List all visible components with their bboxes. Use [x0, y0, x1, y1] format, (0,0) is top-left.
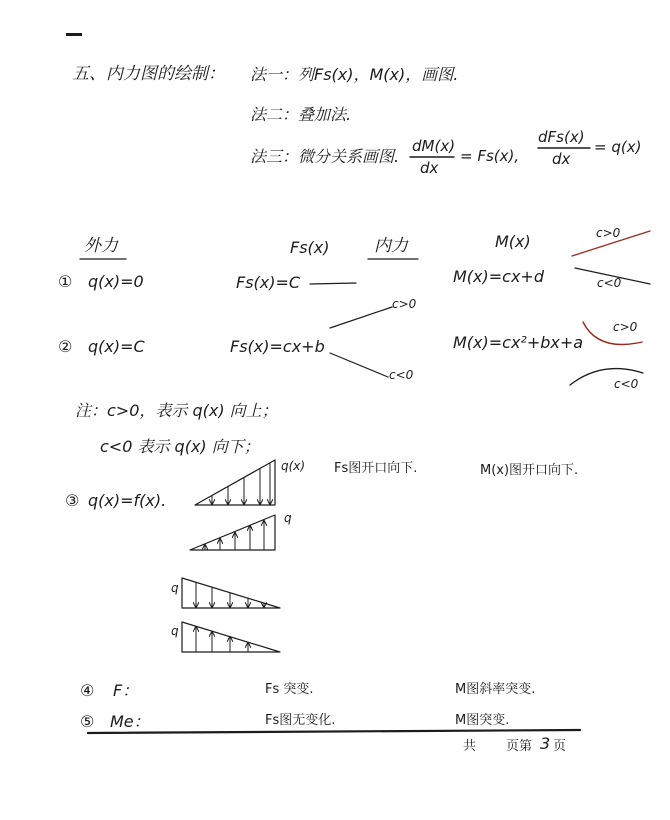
case2-moment-label-positive: c>0	[613, 320, 638, 334]
case4-load: F：	[113, 681, 139, 700]
case3-moment: M(x)图开口向下.	[480, 463, 579, 478]
case5-shear: Fs图无变化.	[265, 713, 336, 728]
note-line-1: 注：c>0，表示 q(x) 向上；	[75, 401, 278, 420]
case1-moment: M(x)=cx+d	[453, 267, 544, 286]
case1-moment-label-negative: c<0	[597, 276, 622, 290]
case2-shear-line-positive	[330, 307, 392, 328]
footer-page-suffix: 页	[553, 739, 567, 754]
header-internal-force: 内力	[374, 236, 408, 256]
formula1-denominator: dx	[420, 159, 439, 177]
case2-moment: M(x)=cx²+bx+a	[453, 333, 584, 352]
case1-number: ①	[58, 272, 73, 291]
load-diagram-1-label: q(x)	[281, 459, 306, 473]
case1-load: q(x)=0	[88, 272, 144, 291]
case5-number: ⑤	[80, 712, 95, 731]
method-two: 法二：叠加法.	[250, 105, 352, 124]
load-diagram-3-label: q	[171, 581, 179, 595]
formula1-rhs: = Fs(x),	[460, 147, 520, 165]
load-diagram-1	[195, 460, 275, 505]
header-moment: M(x)	[495, 232, 531, 251]
case2-load: q(x)=C	[88, 337, 145, 356]
header-external-force: 外力	[84, 236, 118, 256]
load-diagram-4	[182, 622, 280, 652]
case2-moment-label-negative: c<0	[614, 377, 639, 391]
footer-total: 共	[463, 739, 477, 754]
load-diagram-3	[182, 578, 280, 608]
case4-number: ④	[80, 681, 95, 700]
case2-shear: Fs(x)=cx+b	[230, 337, 325, 356]
case2-shear-label-positive: c>0	[392, 297, 417, 311]
case2-shear-label-negative: c<0	[389, 368, 414, 382]
method-one: 法一：列Fs(x)，M(x)，画图.	[250, 65, 459, 84]
case3-load: q(x)=f(x).	[88, 491, 167, 510]
case5-load: Me：	[110, 712, 150, 731]
method-three: 法三：微分关系画图.	[250, 147, 400, 166]
case2-number: ②	[58, 337, 73, 356]
case3-number: ③	[65, 491, 80, 510]
case5-underline	[88, 730, 580, 733]
case4-shear: Fs 突变.	[265, 682, 314, 697]
section-title: 五、内力图的绘制：	[72, 64, 225, 84]
footer-page-number: 3	[540, 734, 551, 753]
load-diagram-2-label: q	[284, 511, 292, 525]
case4-moment: M图斜率突变.	[455, 682, 536, 697]
case1-shear: Fs(x)=C	[236, 273, 301, 292]
footer-page-of: 页第	[506, 739, 533, 754]
formula2-numerator: dFs(x)	[538, 128, 585, 146]
case2-shear-line-negative	[330, 353, 388, 377]
formula2-denominator: dx	[552, 150, 571, 168]
header-shear: Fs(x)	[290, 238, 330, 257]
top-dash-mark	[66, 33, 82, 36]
load-diagram-4-label: q	[171, 624, 179, 638]
formula1-numerator: dM(x)	[412, 137, 456, 155]
note-line-2: c<0 表示 q(x) 向下；	[100, 437, 260, 456]
load-diagram-2	[190, 515, 275, 550]
formula2-rhs: = q(x)	[594, 138, 642, 156]
case1-moment-label-positive: c>0	[596, 226, 621, 240]
case1-shear-constant-line	[310, 283, 356, 284]
case5-moment: M图突变.	[455, 713, 510, 728]
case3-shear: Fs图开口向下.	[334, 461, 418, 476]
